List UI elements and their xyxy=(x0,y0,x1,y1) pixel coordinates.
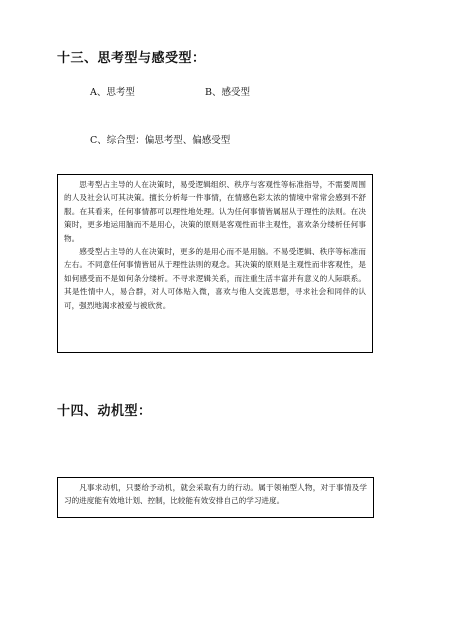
feeling-type-paragraph: 感受型占主导的人在决策时，更多的是用心而不是用脑。不易受逻辑、秩序等标准而左右。不同意任何事情皆屈从于理性法则的观念。其决策的原则是主观性而非客观性，是如何感受而不是如何条分缕析。不寻求逻辑关系，而注重生活丰富并有意义的人际联系。其是性情中人，易合群，对人可体贴入微，喜欢与他人交流思想，寻求社会和同伴的认可，强烈地渴求被爱与被欣赏。 xyxy=(64,247,366,310)
section-13-title: 十三、思考型与感受型： xyxy=(57,51,206,66)
section-14-title: 十四、动机型： xyxy=(57,404,152,419)
option-a: A、思考型 xyxy=(90,87,135,98)
option-b: B、感受型 xyxy=(205,87,250,98)
section-14-description-box xyxy=(57,477,374,518)
section-13-description-box xyxy=(57,174,373,353)
option-c: C、综合型：偏思考型、偏感受型 xyxy=(90,135,231,146)
thinking-type-paragraph: 思考型占主导的人在决策时，易受逻辑组织、秩序与客观性等标准指导，不需要周围的人及社会认可其决策。擅长分析每一件事情，在情感色彩太浓的情境中常常会感到不舒服。在其看来，任何事情都可以理性地处理。认为任何事情皆属屈从于理性的法则。在决策时，更多地运用脑而不是用心，决策的原则是客观性而非主观性，喜欢条分缕析任何事物。 xyxy=(64,180,366,243)
motivation-type-paragraph: 凡事求动机，只要给予动机，就会采取有力的行动。属于领袖型人物，对于事情及学习的进度能有效地计划、控制，比较能有效安排自己的学习进度。 xyxy=(64,483,367,506)
